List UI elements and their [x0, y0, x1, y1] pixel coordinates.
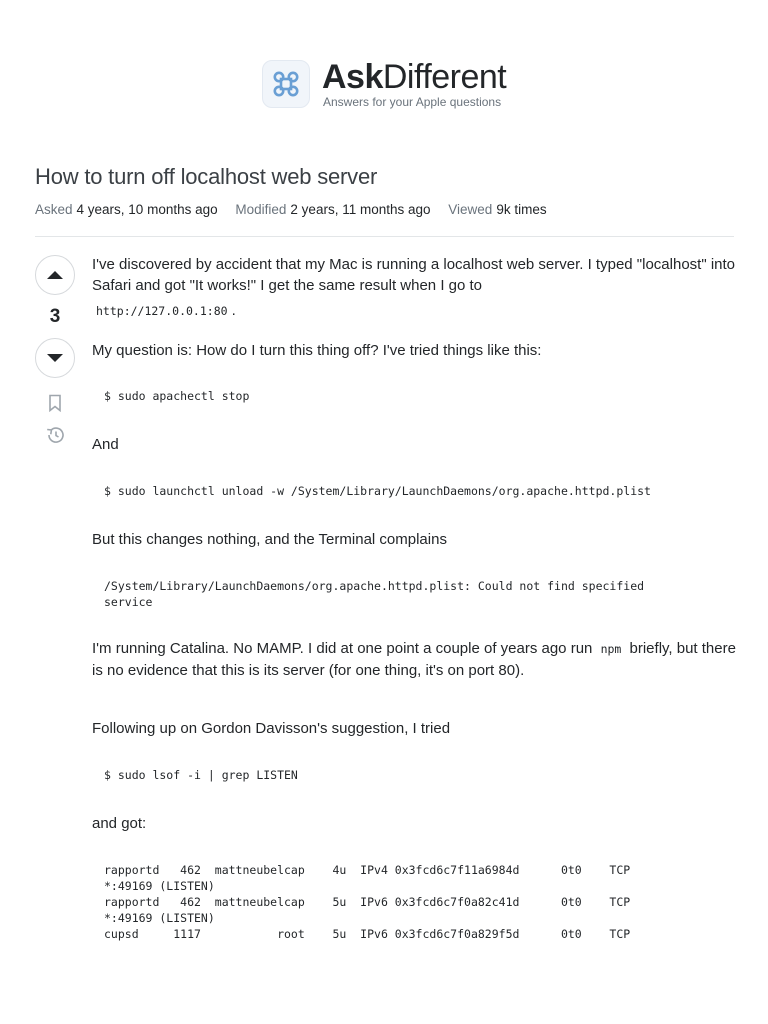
paragraph: But this changes nothing, and the Terminal complains — [92, 531, 447, 548]
downvote-arrow-icon — [46, 353, 64, 363]
question-body — [92, 254, 737, 942]
logo-text — [322, 60, 506, 109]
meta-asked-value[interactable]: 4 years, 10 months ago — [76, 202, 218, 217]
code-block: rapportd 462 mattneubelcap 4u IPv4 0x3fcd6c7f11a6984d 0t0 TCP *:49169 (LISTEN) rapportd 462 mattneubelcap 5u IPv6 0x3fcd6c7f0a82c41d 0t0 TCP *:49169 (LISTEN) cupsd 1117 root 5u IPv6 0x3fcd6c7f0a829f5d 0t0 TCP — [104, 863, 631, 941]
site-tagline: Answers for your Apple questions — [323, 95, 502, 109]
upvote-arrow-icon — [46, 270, 64, 280]
command-icon — [262, 60, 310, 108]
meta-asked: Asked 4 years, 10 months ago — [35, 202, 218, 217]
paragraph: Following up on Gordon Davisson's suggestion, I tried — [92, 720, 451, 737]
code-block: $ sudo launchctl unload -w /System/Library/LaunchDaemons/org.apache.httpd.plist — [104, 484, 651, 498]
paragraph: http://127.0.0.1:80 . — [92, 300, 737, 322]
inline-code: http://127.0.0.1:80 — [96, 304, 228, 318]
meta-modified-value[interactable]: 2 years, 11 months ago — [290, 202, 431, 217]
meta-viewed-value: 9k times — [496, 202, 547, 217]
history-button[interactable] — [35, 426, 75, 444]
code-block: /System/Library/LaunchDaemons/org.apache.httpd.plist: Could not find specified service — [104, 579, 645, 609]
downvote-button[interactable] — [35, 338, 75, 378]
bookmark-icon — [48, 394, 62, 412]
meta-modified: Modified 2 years, 11 months ago — [235, 202, 431, 217]
paragraph: My question is: How do I turn this thing off? I've tried things like this: — [92, 342, 542, 359]
vote-count: 3 — [49, 306, 61, 327]
header-divider — [35, 236, 734, 237]
site-logo[interactable] — [262, 60, 506, 109]
code-block: $ sudo lsof -i | grep LISTEN — [104, 768, 298, 782]
question-title[interactable]: How to turn off localhost web server — [35, 164, 378, 189]
paragraph: I've discovered by accident that my Mac is running a localhost web server. I typed "localhost" into Safari and got "It works!" I get the same result when I go to — [92, 256, 736, 294]
paragraph: I'm running Catalina. No MAMP. I did at one point a couple of years ago run npm briefly, but there is no evidence that this is its server (for one thing, it's on port 80). — [92, 640, 736, 679]
meta-viewed: Viewed 9k times — [448, 202, 547, 217]
inline-code: npm — [600, 642, 622, 656]
paragraph: And — [92, 436, 119, 453]
history-icon — [45, 426, 65, 444]
vote-column — [35, 255, 75, 444]
bookmark-button[interactable] — [35, 394, 75, 412]
site-name: AskDifferent — [322, 58, 507, 96]
question-meta — [35, 202, 561, 217]
upvote-button[interactable] — [35, 255, 75, 295]
code-block: $ sudo apachectl stop — [104, 389, 250, 403]
site-header — [0, 56, 768, 116]
paragraph: and got: — [92, 815, 147, 832]
